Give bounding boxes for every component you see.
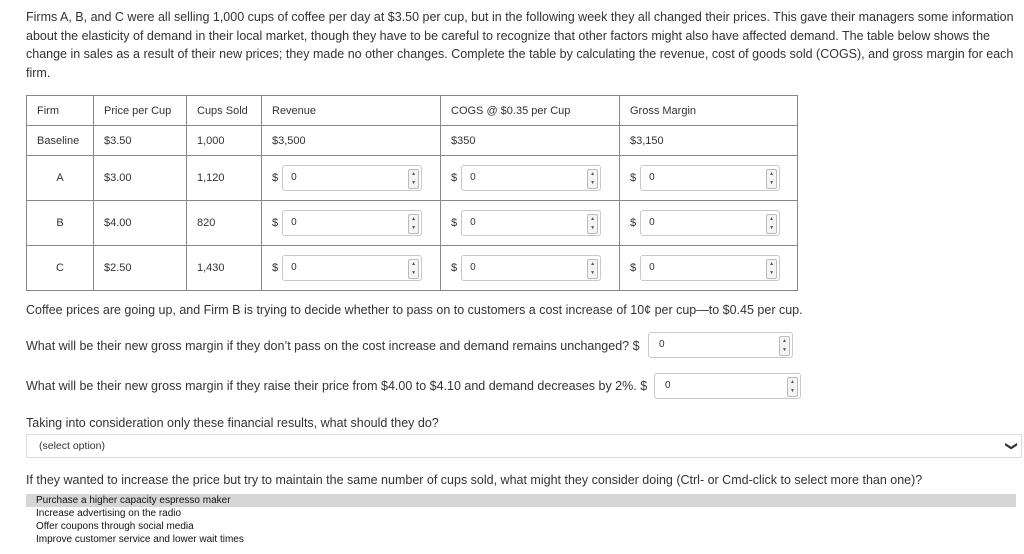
margin-unchanged-input[interactable]: 0 ▲ ▼ bbox=[648, 332, 793, 358]
currency-symbol: $ bbox=[451, 172, 458, 184]
baseline-price: $3.50 bbox=[94, 126, 187, 156]
firm-a-label: A bbox=[27, 156, 94, 201]
baseline-firm: Baseline bbox=[27, 126, 94, 156]
header-price: Price per Cup bbox=[94, 96, 187, 126]
firm-b-cogs-input[interactable]: 0 ▲ ▼ bbox=[461, 210, 601, 236]
up-arrow-icon[interactable]: ▲ bbox=[769, 216, 775, 222]
currency-symbol: $ bbox=[630, 262, 637, 274]
down-arrow-icon[interactable]: ▼ bbox=[782, 347, 787, 353]
number-stepper[interactable] bbox=[766, 214, 777, 234]
table-header-row bbox=[27, 96, 798, 126]
number-stepper[interactable] bbox=[587, 169, 598, 189]
number-stepper[interactable] bbox=[779, 336, 790, 356]
up-arrow-icon[interactable]: ▲ bbox=[411, 171, 417, 177]
action-select[interactable]: (select option) ❯ bbox=[26, 434, 1022, 458]
firm-a-row bbox=[27, 156, 798, 201]
header-firm: Firm bbox=[27, 96, 94, 126]
header-cups: Cups Sold bbox=[187, 96, 262, 126]
down-arrow-icon[interactable]: ▼ bbox=[411, 270, 417, 276]
question-margin-price-raise: What will be their new gross margin if they raise their price from $4.00 to $4.10 and demand decreases by 2%. $ bbox=[26, 379, 648, 393]
up-arrow-icon[interactable]: ▲ bbox=[411, 216, 417, 222]
number-stepper[interactable] bbox=[766, 169, 777, 189]
margin-price-raise-input[interactable]: 0 ▲ ▼ bbox=[654, 373, 801, 399]
up-arrow-icon[interactable]: ▲ bbox=[769, 171, 775, 177]
down-arrow-icon[interactable]: ▼ bbox=[411, 180, 417, 186]
baseline-revenue: $3,500 bbox=[262, 126, 441, 156]
question-maintain-cups: If they wanted to increase the price but try to maintain the same number of cups sold, what might they consider doing (Ctrl- or Cmd-click to select more than one)? bbox=[26, 473, 923, 487]
instructions-paragraph: Firms A, B, and C were all selling 1,000 cups of coffee per day at $3.50 per cup, but in the following week they all changed their prices. This gave their managers some information about the elasticity of demand in their local market, though they have to be careful to recognize that other factors might also have affected demand. The table below shows the change in sales as a result of their new prices; they made no other changes. Complete the table by calculating the revenue, cost of goods sold (COGS), and gross margin for each firm. bbox=[26, 10, 1014, 80]
up-arrow-icon[interactable]: ▲ bbox=[590, 261, 596, 267]
number-stepper[interactable] bbox=[587, 214, 598, 234]
question-cost-increase: Coffee prices are going up, and Firm B is trying to decide whether to pass on to customers a cost increase of 10¢ per cup—to $0.45 per cup. bbox=[26, 303, 803, 317]
currency-symbol: $ bbox=[272, 172, 279, 184]
header-revenue: Revenue bbox=[262, 96, 441, 126]
currency-symbol: $ bbox=[451, 262, 458, 274]
number-stepper[interactable] bbox=[408, 214, 419, 234]
firm-c-row bbox=[27, 246, 798, 291]
firm-a-price: $3.00 bbox=[94, 156, 187, 201]
down-arrow-icon[interactable]: ▼ bbox=[769, 270, 775, 276]
down-arrow-icon[interactable]: ▼ bbox=[769, 225, 775, 231]
baseline-row bbox=[27, 126, 798, 156]
down-arrow-icon[interactable]: ▼ bbox=[790, 388, 795, 394]
baseline-cogs: $350 bbox=[441, 126, 620, 156]
currency-symbol: $ bbox=[451, 217, 458, 229]
list-option[interactable]: Offer coupons through social media bbox=[36, 521, 194, 532]
header-margin: Gross Margin bbox=[620, 96, 798, 126]
up-arrow-icon[interactable]: ▲ bbox=[782, 338, 787, 344]
down-arrow-icon[interactable]: ▼ bbox=[590, 225, 596, 231]
question-what-to-do: Taking into consideration only these financial results, what should they do? bbox=[26, 416, 439, 430]
question-margin-unchanged: What will be their new gross margin if they don’t pass on the cost increase and demand remains unchanged? $ bbox=[26, 339, 640, 353]
up-arrow-icon[interactable]: ▲ bbox=[590, 171, 596, 177]
down-arrow-icon[interactable]: ▼ bbox=[769, 180, 775, 186]
currency-symbol: $ bbox=[630, 172, 637, 184]
number-stepper[interactable] bbox=[408, 169, 419, 189]
up-arrow-icon[interactable]: ▲ bbox=[790, 379, 795, 385]
list-option[interactable]: Improve customer service and lower wait times bbox=[36, 534, 244, 545]
number-stepper[interactable] bbox=[766, 259, 777, 279]
number-stepper[interactable] bbox=[787, 377, 798, 397]
down-arrow-icon[interactable]: ▼ bbox=[590, 270, 596, 276]
firm-c-label: C bbox=[27, 246, 94, 291]
currency-symbol: $ bbox=[272, 217, 279, 229]
firm-b-label: B bbox=[27, 201, 94, 246]
firm-a-cogs-input[interactable]: 0 ▲ ▼ bbox=[461, 165, 601, 191]
currency-symbol: $ bbox=[272, 262, 279, 274]
firm-b-row bbox=[27, 201, 798, 246]
header-cogs: COGS @ $0.35 per Cup bbox=[441, 96, 620, 126]
up-arrow-icon[interactable]: ▲ bbox=[411, 261, 417, 267]
chevron-down-icon: ❯ bbox=[1004, 440, 1019, 452]
firm-c-margin-input[interactable]: 0 ▲ ▼ bbox=[640, 255, 780, 281]
firm-a-revenue-input[interactable]: 0 ▲ ▼ bbox=[282, 165, 422, 191]
currency-symbol: $ bbox=[630, 217, 637, 229]
firm-b-price: $4.00 bbox=[94, 201, 187, 246]
firm-b-cups: 820 bbox=[187, 201, 262, 246]
firm-c-price: $2.50 bbox=[94, 246, 187, 291]
pricing-table bbox=[26, 95, 798, 291]
number-stepper[interactable] bbox=[587, 259, 598, 279]
firm-a-cups: 1,120 bbox=[187, 156, 262, 201]
firm-a-margin-input[interactable]: 0 ▲ ▼ bbox=[640, 165, 780, 191]
firm-b-revenue-input[interactable]: 0 ▲ ▼ bbox=[282, 210, 422, 236]
firm-b-margin-input[interactable]: 0 ▲ ▼ bbox=[640, 210, 780, 236]
up-arrow-icon[interactable]: ▲ bbox=[590, 216, 596, 222]
firm-c-revenue-input[interactable]: 0 ▲ ▼ bbox=[282, 255, 422, 281]
down-arrow-icon[interactable]: ▼ bbox=[411, 225, 417, 231]
down-arrow-icon[interactable]: ▼ bbox=[590, 180, 596, 186]
firm-c-cogs-input[interactable]: 0 ▲ ▼ bbox=[461, 255, 601, 281]
baseline-cups: 1,000 bbox=[187, 126, 262, 156]
list-option[interactable]: Purchase a higher capacity espresso maker bbox=[26, 494, 1016, 507]
up-arrow-icon[interactable]: ▲ bbox=[769, 261, 775, 267]
firm-c-cups: 1,430 bbox=[187, 246, 262, 291]
baseline-margin: $3,150 bbox=[620, 126, 798, 156]
number-stepper[interactable] bbox=[408, 259, 419, 279]
list-option[interactable]: Increase advertising on the radio bbox=[36, 508, 182, 519]
options-listbox[interactable] bbox=[26, 494, 1022, 554]
